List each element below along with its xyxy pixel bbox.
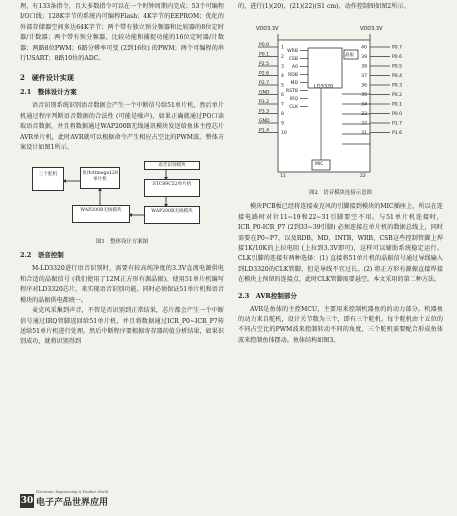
- paragraph-2-3: AVR是鱼体的主控MCU，主要用来控制机器鱼的的动力部分。机器鱼的动力来自舵机，设计关节数为三个，即有三个舵机。每个舵机由十五位的不同占空比的PWM波来控制转动不同的角度，三个舵机需要配合形成鱼体波来控制鱼体摆动。鱼体结构如图3。: [238, 305, 443, 344]
- signal-label: A0: [291, 65, 298, 71]
- paragraph-2-2-b: 麦克风采集到声音，不管是否识别到正常结果，芯片都会产生一个中断信号通过IRQ管脚返回给51单片机，并且将数据通过ICR_P0~ICR_P7传送给51单片机进行处理。然后中断程序要根据寄存器的值分析结果，如果识别成功，就将识别得到: [20, 307, 224, 346]
- paragraph-2-1: 语音识别系统识别语音数据会产生一个中断信号给51单片机，然后单片机通过程序判断语音数据的合法性 (可能是噪声)，如果正确就通过PO口读取语音数据，并且将数据通过WAP200B无线通讯模块发送给鱼体主控芯片AVR单片机，此时AVR就可以根据命令产生相应占空比的PWM波。整体方案设计如图1所示。: [20, 102, 224, 152]
- left-pin-number: 2: [281, 55, 284, 61]
- left-pin-label: GND: [259, 119, 270, 125]
- intro-paragraph: 理，有133条指令，且大多数指令可以在一个时钟周期内完成；53个可编程I/O口线；128K字节的系统内可编程Flash；4K字节的EEPROM；优化的外部存储器空间多达64K字节；两个带有独立预分频器和比较器的8位定时器/计数器；两个带有预分频器、比较功能和捕捉功能的16位定时器/计数器；两路8位PWM；6路分辨率可变 (2到16位) 的PWM；两个可编程的串行USART；8路10位的ADC。: [20, 3, 224, 63]
- right-pin-number: 33: [361, 112, 367, 118]
- left-pin-number: 6: [281, 93, 284, 99]
- section-heading-2-1: 2.1 整体设计方案: [20, 88, 77, 97]
- right-pin-number: 34: [361, 103, 367, 109]
- signal-label: WRB: [287, 49, 298, 55]
- left-pin-label: P3.2: [259, 100, 270, 106]
- right-pin-number: 39: [361, 55, 367, 61]
- left-pin-number: 5: [281, 84, 284, 90]
- left-pin-label: P2.5: [259, 62, 270, 68]
- right-pin-number: 31: [361, 131, 367, 137]
- left-pin-label: P0.0: [259, 43, 270, 49]
- pin-number-11: 11: [280, 174, 286, 180]
- right-pin-number: 35: [361, 93, 367, 99]
- left-pin-label: P1.4: [259, 128, 270, 134]
- block-wap200b-1: WAP200B无线模块: [144, 206, 200, 224]
- right-pin-number: 32: [361, 122, 367, 128]
- right-column: [238, 0, 443, 346]
- left-pin-label: P2.7: [259, 81, 270, 87]
- right-pin-label: P0.1: [392, 103, 403, 109]
- signal-label: IRQ: [289, 97, 298, 103]
- paragraph-2-2-a: M-LD3320进行语音识别时，需要有较高纯净度的3.3V直流电源供电和合适的晶振信号 (我们使用了12M正方形有源晶振)。使用51单片机编写程序对LD3320芯片，来实现语音识别功能。同时必须保证51单片机和语音模块的晶振供电都统一。: [20, 265, 224, 304]
- right-top-paragraph: 的，进行(1)(20)，(21)(22)(S1 cm)，动作控制图如图2所示。: [238, 3, 410, 10]
- right-pin-number: 36: [361, 84, 367, 90]
- figure-1: [20, 157, 224, 235]
- paragraph-right-2: 模块PCB板已经将连接麦克风的引脚接到模块的MIC插座上，所以在连接电路时对针11~19和22~31引脚要空不用。与51单片机连接时，ICR_P0-ICR_P7 (2到33~39引脚) 必须连接在单片机的数据总线上，同时需要在P0~P7，以及RDB，MD，INTB，WRB，CSB这些控制管脚上焊接1K/10K的上拉电阻 (上拉到3.3V即可)，这样可以辅助系统稳定运行。CLK引脚的连接有两种选择：(1) 直接将51单片机的晶振信号通过导线输入到LD3320的CLK管脚，但是导线不宜过长。(2) 将正方形有源振直接焊接在模块上预留的连接点，此时CLK管脚需要悬空。本文采用的第二种方法。: [238, 203, 443, 284]
- block-stc89c52: STC89C52单片机: [144, 179, 200, 197]
- signal-label: CSB: [288, 57, 298, 63]
- page-footer: [20, 492, 130, 510]
- right-pin-label: P0.6: [392, 55, 403, 61]
- left-pin-number: 8: [281, 112, 284, 118]
- left-pin-label: P3.3: [259, 109, 270, 115]
- block-wap200b-2: WAP200B无线模块: [72, 205, 130, 223]
- right-pin-label: P0.7: [392, 46, 403, 52]
- left-column: [20, 0, 224, 348]
- figure-2-circuit: [238, 14, 443, 186]
- signal-label: RSTB: [285, 89, 298, 95]
- right-pin-number: 37: [361, 74, 367, 80]
- journal-subtitle: Electronic Engineering & Product World: [36, 490, 109, 494]
- right-pin-label: P1.7: [392, 122, 403, 128]
- figure-1-caption: 图1 整体设计方案图: [96, 239, 148, 246]
- left-pin-label: GND: [259, 90, 270, 96]
- left-pin-number: 3: [281, 65, 284, 71]
- left-pin-label: P2.6: [259, 71, 270, 77]
- right-pin-label: P0.4: [392, 74, 403, 80]
- vdd-left-label: VDD3.3V: [256, 26, 279, 33]
- right-pin-number: 40: [361, 46, 367, 52]
- signal-label: RDB: [288, 73, 298, 79]
- left-pin-number: 1: [281, 46, 284, 52]
- block-servos: 三个舵机: [32, 167, 64, 191]
- left-pin-number: 4: [281, 74, 284, 80]
- pin-number-22: 22: [360, 174, 366, 180]
- left-pin-number: 9: [281, 122, 284, 128]
- right-pin-label: P0.2: [392, 93, 403, 99]
- left-pin-label: P0.1: [259, 52, 270, 58]
- crystal-label: 晶振: [345, 53, 354, 59]
- signal-label: CLK: [289, 105, 298, 111]
- right-pin-label: P0.0: [392, 112, 403, 118]
- right-pin-number: 38: [361, 65, 367, 71]
- right-pin-label: P0.5: [392, 65, 403, 71]
- block-fish-mcu: 鱼体Atmega128单片机: [80, 167, 120, 189]
- block-voice-module: 语音识别模块: [144, 161, 200, 170]
- section-heading-2-3: 2.3 AVR控制部分: [238, 291, 297, 300]
- signal-label: MD: [290, 81, 298, 87]
- right-pin-label: P0.3: [392, 84, 403, 90]
- section-heading-2: 2 硬件设计实现: [20, 73, 74, 83]
- vdd-right-label: VDD3.3V: [360, 26, 383, 33]
- journal-name: 电子产品世界应用: [36, 498, 109, 508]
- section-heading-2-2: 2.2 语音控制: [20, 251, 64, 260]
- left-pin-number: 10: [281, 131, 287, 137]
- figure-2: [238, 14, 443, 186]
- mic-label: MIC: [315, 162, 324, 168]
- right-pin-label: P1.6: [392, 131, 403, 137]
- page-number: 30: [20, 496, 34, 506]
- figure-2-caption: 图2 语音模块连接示意图: [309, 190, 372, 197]
- left-pin-number: 7: [281, 103, 284, 109]
- chip-name-label: LD3320: [314, 84, 334, 91]
